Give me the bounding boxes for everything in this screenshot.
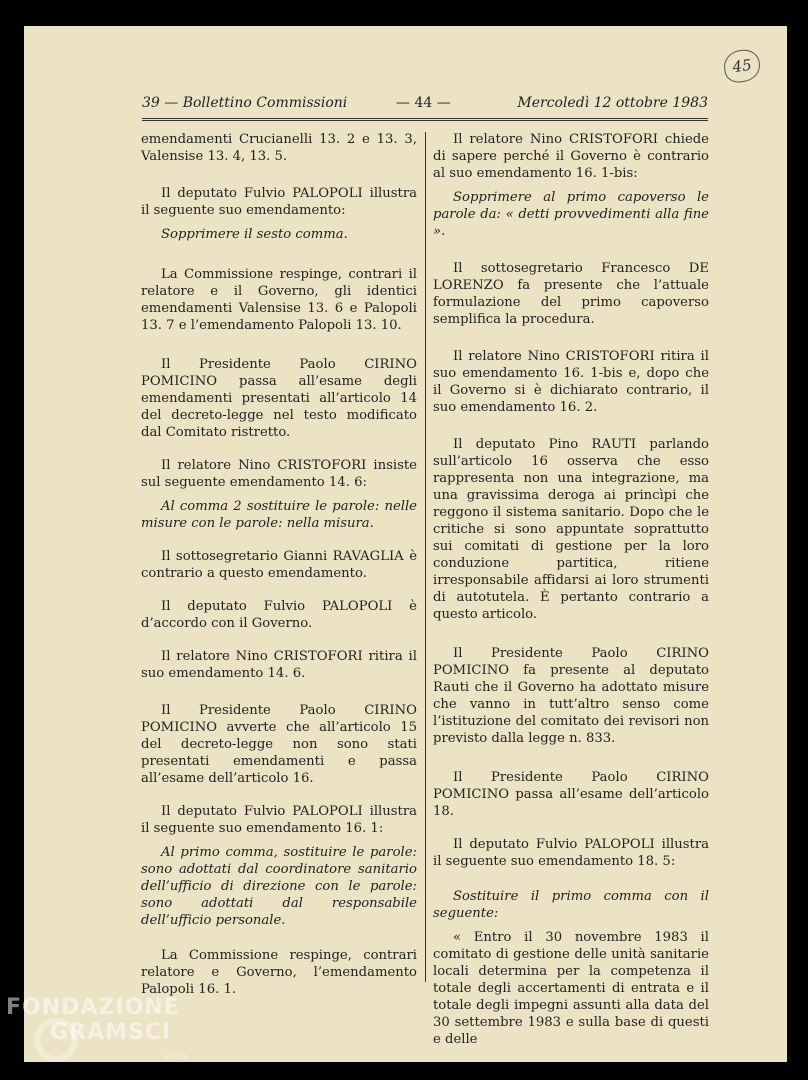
amendment-text: Al primo comma, sostituire le parole: sono adottati dal coordinatore sanitario dell’ufficio di direzione con le parole: sono adottati dal responsabile dell’ufficio personale.	[141, 845, 417, 928]
paragraph: La Commissione respinge, contrari il relatore e il Governo, gli identici emendamenti Valensise 13. 6 e Palopoli 13. 7 e l’emendamento Palopoli 13. 10.	[141, 267, 417, 333]
header-left: 39 — Bollettino Commissioni	[142, 95, 348, 111]
paragraph: Il deputato Fulvio PALOPOLI illustra il seguente suo emendamento 16. 1:	[141, 804, 417, 836]
paragraph: Il deputato Fulvio PALOPOLI illustra il seguente suo emendamento:	[141, 186, 417, 218]
paragraph: Il sottosegretario Francesco DE LORENZO fa presente che l’attuale formulazione del primo capoverso semplifica la procedura.	[433, 261, 709, 327]
paragraph: Il Presidente Paolo CIRINO POMICINO passa all’esame dell’articolo 18.	[433, 770, 709, 819]
paragraph: La Commissione respinge, contrari relatore e Governo, l’emendamento Palopoli 16. 1.	[141, 948, 417, 997]
watermark-line1: FONDAZIONE	[6, 995, 180, 1020]
paragraph: emendamenti Crucianelli 13. 2 e 13. 3, Valensise 13. 4, 13. 5.	[141, 132, 417, 164]
paragraph: Il deputato Fulvio PALOPOLI illustra il seguente suo emendamento 18. 5:	[433, 837, 709, 869]
right-column	[433, 131, 709, 1048]
running-header	[142, 95, 708, 117]
paragraph: Il deputato Fulvio PALOPOLI è d’accordo con il Governo.	[141, 599, 417, 631]
amendment-text: Al comma 2 sostituire le parole: nelle misure con le parole: nella misura.	[141, 499, 417, 531]
watermark	[0, 990, 220, 1080]
paragraph: Il relatore Nino CRISTOFORI insiste sul seguente emendamento 14. 6:	[141, 458, 417, 490]
paragraph: Il Presidente Paolo CIRINO POMICINO avverte che all’articolo 15 del decreto-legge non sono stati presentati emendamenti e passa all’esame dell’articolo 16.	[141, 703, 417, 786]
header-rule	[142, 118, 708, 121]
left-column	[141, 131, 417, 998]
watermark-line2: GRAMSCI	[50, 1020, 172, 1045]
header-page-number: — 44 —	[396, 95, 451, 111]
amendment-text: Sopprimere il sesto comma.	[161, 227, 348, 242]
paragraph: Il relatore Nino CRISTOFORI ritira il suo emendamento 14. 6.	[141, 649, 417, 681]
paragraph: Il sottosegretario Gianni RAVAGLIA è contrario a questo emendamento.	[141, 549, 417, 581]
quoted-text: « Entro il 30 novembre 1983 il comitato di gestione delle unità sanitarie locali determina per la competenza il totale degli accertamenti di entrata e il totale degli impegni assunti alla data del 30 settembre 1983 e sulla base di questi e delle	[433, 930, 709, 1047]
paragraph: Il Presidente Paolo CIRINO POMICINO passa all’esame degli emendamenti presentati all’articolo 14 del decreto-legge nel testo modificato dal Comitato ristretto.	[141, 357, 417, 440]
amendment-text: Sostituire il primo comma con il seguente:	[433, 889, 709, 921]
watermark-line3: onlus	[163, 1052, 188, 1062]
paragraph: Il relatore Nino CRISTOFORI chiede di sapere perché il Governo è contrario al suo emendamento 16. 1-bis:	[433, 132, 709, 181]
column-divider	[425, 132, 426, 982]
paragraph: Il deputato Pino RAUTI parlando sull’articolo 16 osserva che esso rappresenta non una integrazione, ma una gravissima deroga ai princìpi che reggono il sistema sanitario. Dopo che le critiche si sono appuntate soprattutto sui comitati di gestione per la loro conduzione partitica, ritiene irresponsabile affidarsi ai loro strumenti di autotutela. È pertanto contrario a questo articolo.	[433, 437, 709, 622]
amendment-text: Sopprimere al primo capoverso le parole da: « detti provvedimenti alla fine ».	[433, 190, 709, 239]
handwritten-page-number: 45	[722, 48, 762, 85]
paragraph: Il relatore Nino CRISTOFORI ritira il suo emendamento 16. 1-bis e, dopo che il Governo si è dichiarato contrario, il suo emendamento 16. 2.	[433, 349, 709, 415]
header-date: Mercoledì 12 ottobre 1983	[517, 95, 708, 111]
paragraph: Il Presidente Paolo CIRINO POMICINO fa presente al deputato Rauti che il Governo ha adottato misure che vanno in tutt’altro senso come l’istituzione del comitato dei revisori non previsto dalla legge n. 833.	[433, 646, 709, 746]
